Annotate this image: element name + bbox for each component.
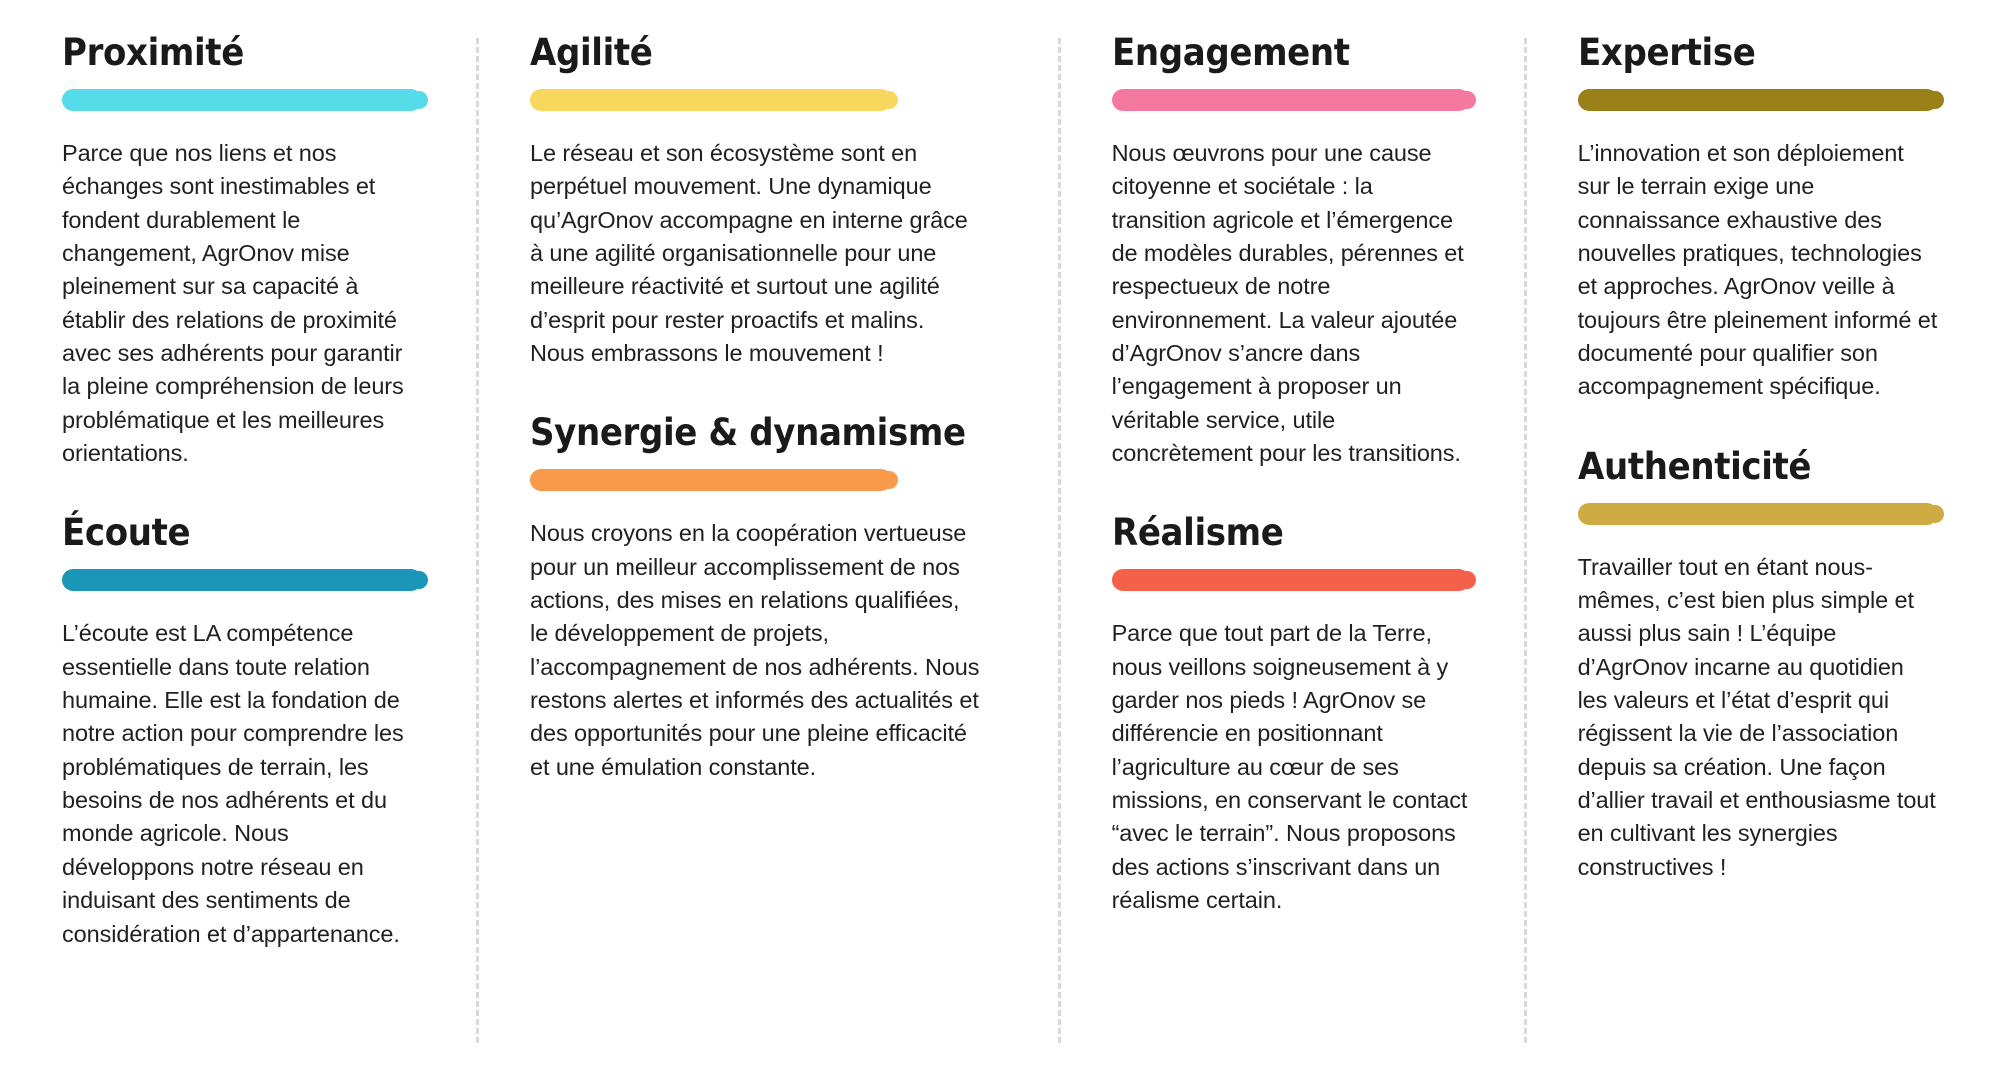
value-card-ecoute bbox=[62, 511, 422, 950]
card-body: Parce que nos liens et nos échanges sont inestimables et fondent durablement le changement, AgrOnov mise pleinement sur sa capacité à établir des relations de proximité avec ses adhérents pour garantir la pleine compréhension de leurs problématique et les meilleures orientations. bbox=[62, 139, 404, 467]
card-title: Synergie & dynamisme bbox=[530, 411, 966, 455]
brush-underline bbox=[62, 89, 422, 111]
card-body: Le réseau et son écosystème sont en perpétuel mouvement. Une dynamique qu’AgrOnov accompagne en interne grâce à une agilité organisationnelle pour une meilleure réactivité et surtout une agilité d’esprit pour rester proactifs et malins. Nous embrassons le mouvement ! bbox=[530, 139, 968, 366]
values-column-3 bbox=[1058, 31, 1524, 1065]
brush-underline bbox=[1112, 569, 1470, 591]
card-title: Engagement bbox=[1111, 31, 1350, 74]
card-title: Expertise bbox=[1577, 31, 1755, 74]
brush-underline bbox=[530, 469, 892, 491]
card-title: Agilité bbox=[530, 31, 653, 74]
value-card-synergie-dynamisme bbox=[530, 411, 1004, 784]
brush-underline bbox=[530, 89, 892, 111]
card-body: Nous croyons en la coopération vertueuse pour un meilleur accomplissement de nos actions, des mises en relations qualifiées, le développement de projets, l’accompagnement de nos adhérents. Nous restons alertes et informés des actualités et des opportunités pour une pleine efficacité et une émulation constante. bbox=[530, 520, 980, 780]
card-body: L’écoute est LA compétence essentielle dans toute relation humaine. Elle est la fondation de notre action pour comprendre les problématiques de terrain, les besoins de nos adhérents et du monde agricole. Nous développons notre réseau en induisant des sentiments de considération et d’appartenance. bbox=[62, 620, 404, 947]
values-column-2 bbox=[476, 31, 1058, 1065]
value-card-engagement bbox=[1111, 31, 1470, 470]
values-column-1 bbox=[62, 31, 476, 1065]
card-title: Écoute bbox=[62, 511, 191, 555]
card-title: Proximité bbox=[62, 31, 244, 74]
value-card-proximite bbox=[62, 31, 422, 470]
brush-underline bbox=[1112, 89, 1470, 111]
values-grid bbox=[62, 31, 1959, 1065]
card-body: Travailler tout en étant nous-mêmes, c’est bien plus simple et aussi plus sain ! L’équipe d’AgrOnov incarne au quotidien les valeurs et l’état d’esprit qui régissent la vie de l’association depuis sa création. Une façon d’allier travail et enthousiasme tout en cultivant les synergies constructives ! bbox=[1577, 553, 1936, 880]
brush-underline bbox=[62, 569, 422, 591]
brush-underline bbox=[1578, 89, 1938, 111]
card-body: Parce que tout part de la Terre, nous veillons soigneusement à y garder nos pieds ! AgrOnov se différencie en positionnant l’agriculture au cœur de ses missions, en conservant le contact “avec le terrain”. Nous proposons des actions s’inscrivant dans un réalisme certain. bbox=[1111, 620, 1468, 914]
card-title: Réalisme bbox=[1111, 511, 1284, 555]
card-body: Nous œuvrons pour une cause citoyenne et sociétale : la transition agricole et l’émergence de modèles durables, pérennes et respectueux de notre environnement. La valeur ajoutée d’AgrOnov s’ancre dans l’engagement à proposer un véritable service, utile concrètement pour les transitions. bbox=[1111, 139, 1464, 467]
brush-underline bbox=[1578, 503, 1938, 525]
card-title: Authenticité bbox=[1577, 444, 1811, 488]
value-card-agilite bbox=[530, 31, 1004, 370]
value-card-realisme bbox=[1111, 511, 1470, 917]
value-card-authenticite bbox=[1577, 444, 1938, 884]
card-body: L’innovation et son déploiement sur le terrain exige une connaissance exhaustive des nouvelles pratiques, technologies et approches. AgrOnov veille à toujours être pleinement informé et documenté pour qualifier son accompagnement spécifique. bbox=[1577, 139, 1938, 400]
values-column-4 bbox=[1524, 31, 1992, 1065]
value-card-expertise bbox=[1577, 31, 1938, 404]
